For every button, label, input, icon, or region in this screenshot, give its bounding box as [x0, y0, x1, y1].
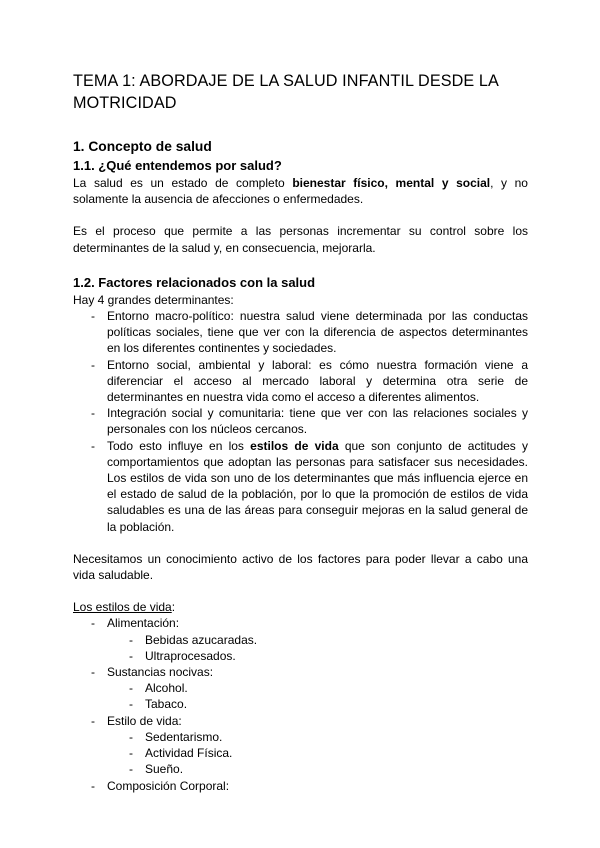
document-title: TEMA 1: ABORDAJE DE LA SALUD INFANTIL DESDE LA MOTRICIDAD: [73, 72, 499, 112]
list-item: - Sedentarismo.: [129, 729, 223, 744]
list-item: - Composición Corporal:: [91, 778, 230, 793]
list-item: - Entorno macro-político: nuestra salud viene determinada por las conductas políticas sociales, tiene que ver con la diferencia de aspectos determinantes en los diferentes continentes y sociedades.: [91, 309, 528, 356]
sublist: [73, 729, 528, 778]
list-item: - Todo esto influye en los estilos de vida que son conjunto de actitudes y comportamientos que adoptan las personas para satisfacer sus necesidades. Los estilos de vida son uno de los determinantes que más influencia ejerce en el estado de salud de la población, por lo que la promoción de estilos de vida saludables es una de las áreas para conseguir mejoras en la salud general de la población.: [91, 438, 529, 534]
sublist: [73, 632, 528, 664]
list-item: - Alimentación: - Bebidas azucaradas. - Ultraprocesados.: [73, 615, 528, 664]
list-item: - Actividad Física.: [129, 746, 233, 761]
subsection-heading-factores: 1.2. Factores relacionados con la salud: [73, 274, 316, 290]
paragraph-process: Es el proceso que permite a las personas incrementar su control sobre los determinantes de la salud y, en consecuencia, mejorarla.: [73, 224, 528, 255]
list-item: - Ultraprocesados.: [129, 648, 236, 663]
section-heading-concepto-salud: 1. Concepto de salud: [73, 139, 212, 154]
subsection-heading-que-entendemos: 1.1. ¿Qué entendemos por salud?: [73, 158, 282, 173]
list-item: - Integración social y comunitaria: tiene que ver con las relaciones sociales y personales con los núcleos cercanos.: [91, 406, 528, 437]
list-item: - Bebidas azucaradas.: [129, 632, 258, 647]
lifestyles-heading: Los estilos de vida:: [73, 600, 176, 615]
paragraph-conocimiento: Necesitamos un conocimiento activo de los factores para poder llevar a cabo una vida saludable.: [73, 551, 528, 583]
bold-bienestar: bienestar físico, mental y social: [292, 176, 491, 190]
paragraph-definition: La salud es un estado de completo bienestar físico, mental y social, y no solamente la ausencia de afecciones o enfermedades.: [73, 176, 528, 207]
sublist: [73, 680, 528, 712]
list-item: - Tabaco.: [129, 697, 188, 712]
list-item: - Alcohol.: [129, 681, 188, 696]
factors-list: [73, 308, 528, 535]
factors-intro: Hay 4 grandes determinantes:: [73, 292, 234, 307]
lifestyles-list: [73, 615, 528, 793]
list-item: - Estilo de vida: - Sedentarismo. - Actividad Física. - Sueño.: [73, 713, 528, 778]
list-item: - Sueño.: [129, 762, 184, 777]
bold-estilos-de-vida: estilos de vida: [250, 438, 339, 453]
list-item: - Sustancias nocivas: - Alcohol. - Tabaco.: [73, 664, 528, 713]
document-page: [73, 70, 528, 794]
list-item: - Entorno social, ambiental y laboral: es cómo nuestra formación viene a diferenciar el acceso al mercado laboral y determina otra serie de determinantes en nuestra vida como el acceso a diferentes alimentos.: [91, 357, 528, 405]
